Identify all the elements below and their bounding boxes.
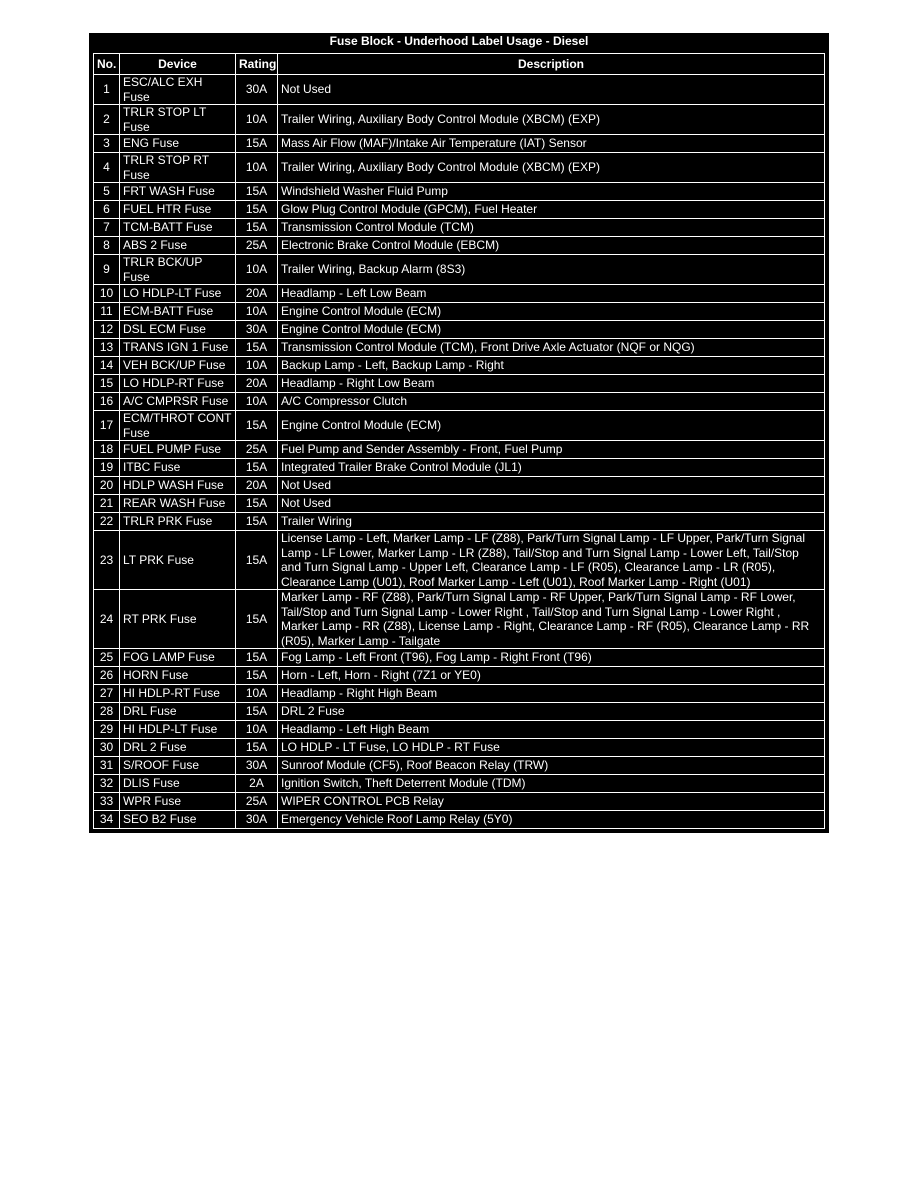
row-device: DRL Fuse <box>120 703 236 721</box>
row-device: FUEL PUMP Fuse <box>120 441 236 459</box>
row-description: A/C Compressor Clutch <box>278 393 825 411</box>
table-row <box>94 393 825 411</box>
row-device: TRLR STOP RT Fuse <box>120 153 236 183</box>
row-description: LO HDLP - LT Fuse, LO HDLP - RT Fuse <box>278 739 825 757</box>
row-device: HORN Fuse <box>120 667 236 685</box>
row-description: Engine Control Module (ECM) <box>278 303 825 321</box>
row-device: HI HDLP-RT Fuse <box>120 685 236 703</box>
table-row <box>94 375 825 393</box>
row-rating: 15A <box>236 703 278 721</box>
row-number: 6 <box>94 201 120 219</box>
table-body <box>94 75 825 829</box>
row-device: FUEL HTR Fuse <box>120 201 236 219</box>
row-rating: 15A <box>236 135 278 153</box>
row-description: Transmission Control Module (TCM) <box>278 219 825 237</box>
row-device: ESC/ALC EXH Fuse <box>120 75 236 105</box>
table-row <box>94 237 825 255</box>
table-row <box>94 75 825 105</box>
table-row <box>94 357 825 375</box>
row-device: SEO B2 Fuse <box>120 811 236 829</box>
row-description: Marker Lamp - RF (Z88), Park/Turn Signal Lamp - RF Upper, Park/Turn Signal Lamp - RF Lower, Tail/Stop and Turn Signal Lamp - Lower Right , Tail/Stop and Turn Signal Lamp - Lower Right , Marker Lamp - RR (Z88), License Lamp - Right, Clearance Lamp - RF (R05), Clearance Lamp - RR (R05), Marker Lamp - Tailgate <box>278 590 825 649</box>
row-number: 16 <box>94 393 120 411</box>
row-device: ECM/THROT CONT Fuse <box>120 411 236 441</box>
row-number: 12 <box>94 321 120 339</box>
row-device: TRLR BCK/UP Fuse <box>120 255 236 285</box>
row-rating: 10A <box>236 153 278 183</box>
row-rating: 15A <box>236 513 278 531</box>
row-description: Engine Control Module (ECM) <box>278 321 825 339</box>
row-description: Not Used <box>278 495 825 513</box>
row-number: 17 <box>94 411 120 441</box>
row-number: 28 <box>94 703 120 721</box>
row-rating: 15A <box>236 667 278 685</box>
fuse-table-frame <box>89 33 829 833</box>
row-description: DRL 2 Fuse <box>278 703 825 721</box>
row-number: 34 <box>94 811 120 829</box>
row-number: 30 <box>94 739 120 757</box>
row-rating: 15A <box>236 201 278 219</box>
table-row <box>94 513 825 531</box>
header-row <box>94 54 825 75</box>
row-rating: 15A <box>236 590 278 649</box>
row-number: 21 <box>94 495 120 513</box>
row-rating: 25A <box>236 441 278 459</box>
row-rating: 15A <box>236 339 278 357</box>
row-device: WPR Fuse <box>120 793 236 811</box>
row-description: Headlamp - Right High Beam <box>278 685 825 703</box>
row-rating: 20A <box>236 285 278 303</box>
row-number: 25 <box>94 649 120 667</box>
table-row <box>94 285 825 303</box>
row-rating: 30A <box>236 811 278 829</box>
row-number: 20 <box>94 477 120 495</box>
header-device: Device <box>120 54 236 75</box>
header-description: Description <box>278 54 825 75</box>
row-device: LO HDLP-LT Fuse <box>120 285 236 303</box>
row-number: 4 <box>94 153 120 183</box>
row-description: Sunroof Module (CF5), Roof Beacon Relay (TRW) <box>278 757 825 775</box>
row-description: Emergency Vehicle Roof Lamp Relay (5Y0) <box>278 811 825 829</box>
row-rating: 30A <box>236 757 278 775</box>
table-row <box>94 757 825 775</box>
table-row <box>94 739 825 757</box>
row-device: A/C CMPRSR Fuse <box>120 393 236 411</box>
row-device: LO HDLP-RT Fuse <box>120 375 236 393</box>
row-rating: 25A <box>236 793 278 811</box>
row-description: Glow Plug Control Module (GPCM), Fuel Heater <box>278 201 825 219</box>
table-row <box>94 649 825 667</box>
row-device: FRT WASH Fuse <box>120 183 236 201</box>
row-device: ENG Fuse <box>120 135 236 153</box>
row-device: HI HDLP-LT Fuse <box>120 721 236 739</box>
table-row <box>94 135 825 153</box>
row-rating: 15A <box>236 495 278 513</box>
table-row <box>94 153 825 183</box>
table-row <box>94 183 825 201</box>
row-rating: 10A <box>236 255 278 285</box>
table-row <box>94 339 825 357</box>
row-rating: 15A <box>236 183 278 201</box>
header-rating: Rating <box>236 54 278 75</box>
row-description: License Lamp - Left, Marker Lamp - LF (Z88), Park/Turn Signal Lamp - LF Upper, Park/Turn Signal Lamp - LF Lower, Marker Lamp - LR (Z88), Tail/Stop and Turn Signal Lamp - Lower Left, Tail/Stop and Turn Signal Lamp - Upper Left, Clearance Lamp - LF (R05), Clearance Lamp - LR (R05), Clearance Lamp (U01), Roof Marker Lamp - Left (U01), Roof Marker Lamp - Right (U01) <box>278 531 825 590</box>
table-row <box>94 321 825 339</box>
table-row <box>94 303 825 321</box>
fuse-table <box>93 53 825 829</box>
row-number: 7 <box>94 219 120 237</box>
row-device: TRLR STOP LT Fuse <box>120 105 236 135</box>
row-number: 5 <box>94 183 120 201</box>
row-number: 9 <box>94 255 120 285</box>
row-rating: 2A <box>236 775 278 793</box>
row-number: 18 <box>94 441 120 459</box>
row-rating: 25A <box>236 237 278 255</box>
row-rating: 30A <box>236 75 278 105</box>
row-number: 32 <box>94 775 120 793</box>
row-description: Headlamp - Right Low Beam <box>278 375 825 393</box>
row-device: TCM-BATT Fuse <box>120 219 236 237</box>
row-description: Fog Lamp - Left Front (T96), Fog Lamp - Right Front (T96) <box>278 649 825 667</box>
table-row <box>94 775 825 793</box>
row-rating: 10A <box>236 303 278 321</box>
row-device: REAR WASH Fuse <box>120 495 236 513</box>
row-number: 19 <box>94 459 120 477</box>
row-number: 23 <box>94 531 120 590</box>
table-row <box>94 105 825 135</box>
row-device: DLIS Fuse <box>120 775 236 793</box>
row-description: Trailer Wiring, Backup Alarm (8S3) <box>278 255 825 285</box>
row-description: Headlamp - Left High Beam <box>278 721 825 739</box>
row-description: Mass Air Flow (MAF)/Intake Air Temperature (IAT) Sensor <box>278 135 825 153</box>
row-device: VEH BCK/UP Fuse <box>120 357 236 375</box>
table-row <box>94 531 825 590</box>
row-number: 26 <box>94 667 120 685</box>
table-row <box>94 441 825 459</box>
row-number: 1 <box>94 75 120 105</box>
row-rating: 15A <box>236 649 278 667</box>
table-row <box>94 219 825 237</box>
table-row <box>94 793 825 811</box>
row-description: Integrated Trailer Brake Control Module (JL1) <box>278 459 825 477</box>
row-number: 11 <box>94 303 120 321</box>
row-description: Trailer Wiring, Auxiliary Body Control Module (XBCM) (EXP) <box>278 153 825 183</box>
table-row <box>94 459 825 477</box>
row-device: RT PRK Fuse <box>120 590 236 649</box>
row-device: ABS 2 Fuse <box>120 237 236 255</box>
table-row <box>94 667 825 685</box>
row-description: Transmission Control Module (TCM), Front Drive Axle Actuator (NQF or NQG) <box>278 339 825 357</box>
row-device: DRL 2 Fuse <box>120 739 236 757</box>
row-number: 13 <box>94 339 120 357</box>
row-rating: 20A <box>236 375 278 393</box>
row-rating: 30A <box>236 321 278 339</box>
table-row <box>94 685 825 703</box>
row-number: 10 <box>94 285 120 303</box>
row-description: Fuel Pump and Sender Assembly - Front, Fuel Pump <box>278 441 825 459</box>
row-device: DSL ECM Fuse <box>120 321 236 339</box>
row-number: 27 <box>94 685 120 703</box>
table-row <box>94 811 825 829</box>
row-rating: 10A <box>236 105 278 135</box>
row-number: 31 <box>94 757 120 775</box>
table-row <box>94 590 825 649</box>
table-row <box>94 495 825 513</box>
row-number: 15 <box>94 375 120 393</box>
row-rating: 10A <box>236 393 278 411</box>
row-description: Backup Lamp - Left, Backup Lamp - Right <box>278 357 825 375</box>
table-row <box>94 255 825 285</box>
row-device: S/ROOF Fuse <box>120 757 236 775</box>
row-number: 22 <box>94 513 120 531</box>
row-rating: 20A <box>236 477 278 495</box>
row-description: Headlamp - Left Low Beam <box>278 285 825 303</box>
table-title: Fuse Block - Underhood Label Usage - Diesel <box>329 34 589 48</box>
row-number: 24 <box>94 590 120 649</box>
row-device: HDLP WASH Fuse <box>120 477 236 495</box>
table-row <box>94 703 825 721</box>
row-description: Trailer Wiring, Auxiliary Body Control Module (XBCM) (EXP) <box>278 105 825 135</box>
row-device: ECM-BATT Fuse <box>120 303 236 321</box>
row-rating: 15A <box>236 739 278 757</box>
row-device: TRLR PRK Fuse <box>120 513 236 531</box>
row-device: LT PRK Fuse <box>120 531 236 590</box>
row-number: 29 <box>94 721 120 739</box>
row-description: Electronic Brake Control Module (EBCM) <box>278 237 825 255</box>
table-row <box>94 201 825 219</box>
row-description: Horn - Left, Horn - Right (7Z1 or YE0) <box>278 667 825 685</box>
header-no: No. <box>94 54 120 75</box>
row-number: 2 <box>94 105 120 135</box>
row-device: FOG LAMP Fuse <box>120 649 236 667</box>
table-row <box>94 477 825 495</box>
row-rating: 15A <box>236 411 278 441</box>
row-number: 14 <box>94 357 120 375</box>
row-device: TRANS IGN 1 Fuse <box>120 339 236 357</box>
table-row <box>94 411 825 441</box>
row-number: 3 <box>94 135 120 153</box>
row-description: WIPER CONTROL PCB Relay <box>278 793 825 811</box>
row-rating: 10A <box>236 721 278 739</box>
row-number: 8 <box>94 237 120 255</box>
row-description: Engine Control Module (ECM) <box>278 411 825 441</box>
row-device: ITBC Fuse <box>120 459 236 477</box>
row-description: Trailer Wiring <box>278 513 825 531</box>
row-rating: 15A <box>236 531 278 590</box>
row-rating: 15A <box>236 459 278 477</box>
row-description: Windshield Washer Fluid Pump <box>278 183 825 201</box>
row-description: Ignition Switch, Theft Deterrent Module (TDM) <box>278 775 825 793</box>
table-row <box>94 721 825 739</box>
row-rating: 10A <box>236 685 278 703</box>
row-description: Not Used <box>278 477 825 495</box>
row-rating: 15A <box>236 219 278 237</box>
row-number: 33 <box>94 793 120 811</box>
row-rating: 10A <box>236 357 278 375</box>
row-description: Not Used <box>278 75 825 105</box>
